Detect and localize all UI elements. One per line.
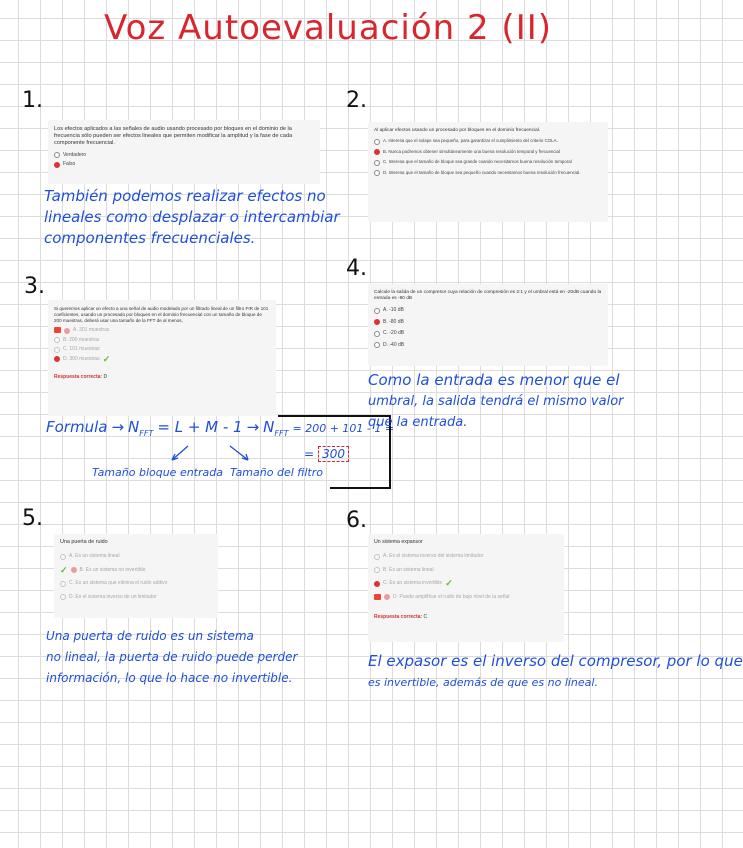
radio-icon[interactable] xyxy=(374,567,380,573)
radio-icon[interactable] xyxy=(374,308,380,314)
question-5-note: Una puerta de ruido es un sistema no lineal, la puerta de ruido puede perder información, lo que lo hace no invertible. xyxy=(46,629,298,685)
radio-icon[interactable] xyxy=(60,594,66,600)
q5-option-d[interactable]: D. Es el sistema inverso de un limitador xyxy=(60,594,212,601)
question-3-text: Si queremos aplicar un efecto a una señal de audio modelado por un filtrado lineal de un filtro FIR de 101 coeficientes, usando un procesado por bloques en el dominio frecuencial con un tamaño de bloque de 200 muestras, deberá usar una tamaño de la FFT de al menos, xyxy=(54,306,269,323)
q6-option-d[interactable]: D. Puede amplificar el ruido de bajo nivel de la señal xyxy=(374,594,558,601)
page-title: Voz Autoevaluación 2 (II) xyxy=(103,8,553,48)
q4-option-a[interactable]: A. -10 dB xyxy=(374,307,602,314)
question-1-text: Los efectos aplicados a las señales de audio usando procesado por bloques en el dominio de la frecuencia sólo pueden ser efectos lineales que permiten modificar la amplitud y la fase de cada componente frecuencial. xyxy=(54,126,293,147)
q3-formula: Formula → $N_{FFT}$ = L + M - 1 → $N_{FFT}$ = 200 + 101 - 1 = xyxy=(46,418,395,438)
q2-option-d[interactable]: D. Interesa que el tamaño de bloque sea pequeño cuando necesitamos buena resolución frecuencial. xyxy=(374,170,602,177)
check-icon: ✓ xyxy=(445,578,453,589)
q3-option-b[interactable]: B. 200 muestras xyxy=(54,337,270,344)
question-3-number: 3. xyxy=(24,274,45,299)
q6-option-b[interactable]: B. Es un sistema lineal xyxy=(374,567,558,574)
q6-option-c[interactable]: C. Es un sistema invertible ✓ xyxy=(374,580,558,587)
question-4-text: Calcule la salida de un compresor cuya relación de compresión es 2:1 y el umbral está en -20dB cuando la entrada es -80 dB xyxy=(374,290,602,302)
q2-option-b[interactable]: B. Nunca podremos obtener simultáneamente una buena resolución temporal y frecuencial xyxy=(374,149,602,156)
q1-option-a[interactable]: Verdadero xyxy=(54,152,314,159)
question-6-number: 6. xyxy=(346,508,367,533)
question-1-number: 1. xyxy=(22,88,43,113)
q3-formula-result: = 300 xyxy=(304,446,349,462)
question-4-card xyxy=(368,284,608,366)
question-4-number: 4. xyxy=(346,256,367,281)
q5-option-a[interactable]: A. Es un sistema lineal xyxy=(60,553,212,560)
question-6-text: Un sistema expansor xyxy=(374,539,423,545)
q3-option-d[interactable]: D. 300 muestras ✓ xyxy=(54,356,270,363)
question-5-number: 5. xyxy=(22,506,43,531)
check-icon: ✓ xyxy=(102,353,111,364)
question-5-card xyxy=(54,534,218,618)
q3-l-label: Tamaño bloque entrada xyxy=(92,466,223,479)
radio-icon[interactable] xyxy=(60,581,66,587)
radio-icon[interactable] xyxy=(374,342,380,348)
q3-option-c[interactable]: C. 101 muestras xyxy=(54,346,270,353)
q4-option-c[interactable]: C. -20 dB xyxy=(374,330,602,337)
q2-option-a[interactable]: A. Interesa que el solape sea pequeño, para garantizar el cumplimiento del criterio COLA. xyxy=(374,138,602,145)
radio-icon[interactable] xyxy=(374,331,380,337)
question-5-text: Una puerta de ruido xyxy=(60,539,108,545)
radio-selected-icon[interactable] xyxy=(71,567,77,573)
q4-option-d[interactable]: D. -40 dB xyxy=(374,342,602,349)
radio-icon[interactable] xyxy=(374,554,380,560)
q3-option-a[interactable]: A. 301 muestras xyxy=(54,327,270,334)
q2-option-c[interactable]: C. Interesa que el tamaño de bloque sea grande cuando necesitamos buena resolución temporal xyxy=(374,159,602,166)
question-6-note: El expasor es el inverso del compresor, por lo que es invertible, además de que es no lineal. xyxy=(368,652,743,689)
q1-option-b[interactable]: Falso xyxy=(54,161,314,168)
q5-option-c[interactable]: C. Es un sistema que elimina el ruido aditivo xyxy=(60,580,212,587)
q4-option-b[interactable]: B. -80 dB xyxy=(374,319,602,326)
q6-option-a[interactable]: A. Es el sistema inverso del sistema limitador xyxy=(374,553,558,560)
q3-correct-answer: Respuesta correcta: D xyxy=(54,374,108,380)
radio-selected-icon[interactable] xyxy=(384,594,390,600)
question-4-note: Como la entrada es menor que el umbral, la salida tendrá el mismo valor que la entrada. xyxy=(368,371,624,430)
q3-m-label: Tamaño del filtro xyxy=(230,466,323,479)
check-icon: ✓ xyxy=(60,564,68,575)
question-6-card xyxy=(368,534,564,642)
radio-selected-icon[interactable] xyxy=(374,319,380,325)
result-box: 300 xyxy=(318,446,349,462)
radio-selected-icon[interactable] xyxy=(374,581,380,587)
question-2-text: Al aplicar efectos usando un procesado por bloques en el dominio frecuencial. xyxy=(374,128,541,133)
radio-icon[interactable] xyxy=(60,554,66,560)
q5-option-b[interactable]: ✓ B. Es un sistema no invertible xyxy=(60,564,146,575)
question-2-number: 2. xyxy=(346,88,367,113)
q6-correct-answer: Respuesta correcta: C xyxy=(374,614,428,621)
wrong-mark-icon xyxy=(374,594,381,600)
question-1-note: También podemos realizar efectos no lineales como desplazar o intercambiar componentes frecuenciales. xyxy=(44,187,340,247)
